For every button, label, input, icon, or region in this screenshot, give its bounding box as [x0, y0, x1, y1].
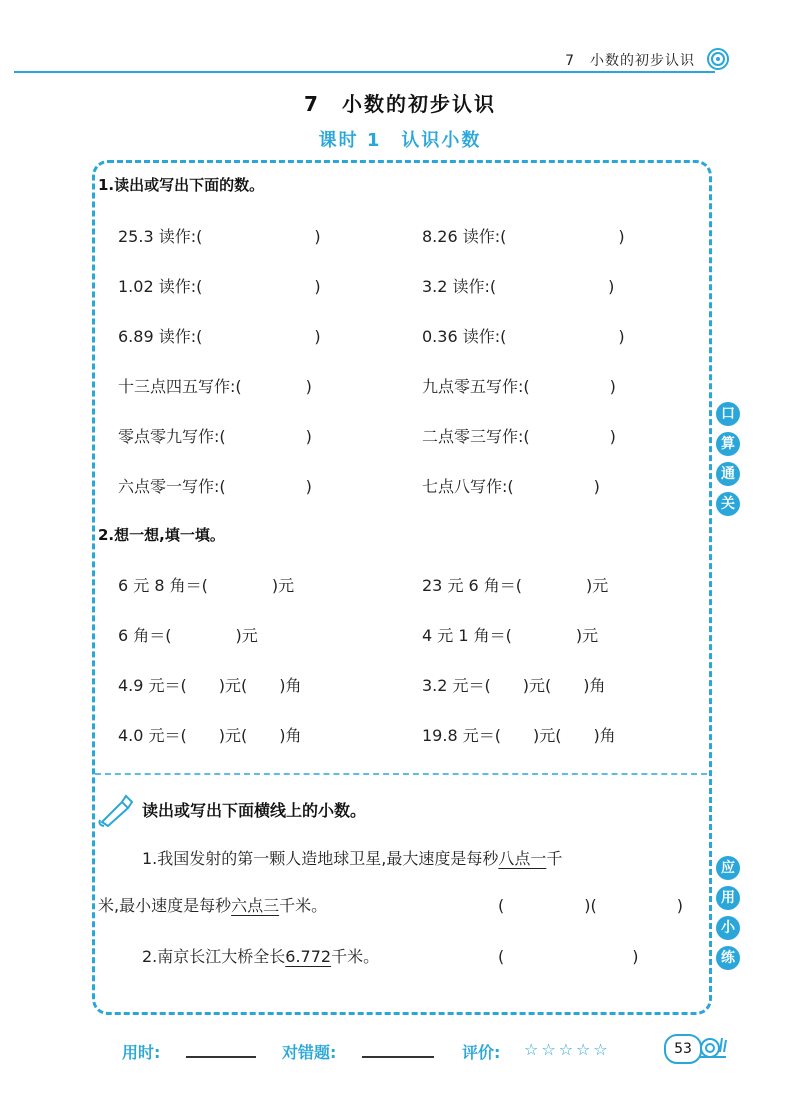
application-heading: 读出或写出下面横线上的小数。: [142, 801, 367, 820]
chapter-header-label: 7 小数的初步认识: [565, 53, 695, 69]
app-p1-line2: 米,最小速度是每秒六点三千米。: [98, 896, 328, 915]
s2-row4-left: 4.0 元＝( )元( )角: [118, 726, 302, 745]
section-separator: [95, 773, 707, 775]
app-p1-underlined-2: 六点三: [231, 896, 280, 915]
s1-row6-left: 六点零一写作:( ): [118, 477, 312, 496]
spiral-icon: [706, 47, 730, 71]
page-title: 7 小数的初步认识: [304, 92, 496, 116]
time-blank: [186, 1056, 256, 1058]
lesson-subtitle: 课时 1 认识小数: [318, 130, 482, 151]
s2-row1-right: 23 元 6 角＝( )元: [422, 576, 609, 595]
side-tab-tong: 通: [716, 462, 740, 486]
errors-blank: [362, 1056, 434, 1058]
section1-heading: 1.读出或写出下面的数。: [98, 176, 265, 194]
app-p1-answer-blanks: ( )( ): [498, 896, 683, 915]
s2-row4-right: 19.8 元＝( )元( )角: [422, 726, 616, 745]
side-tab-yong: 用: [716, 886, 740, 910]
section2-heading: 2.想一想,填一填。: [98, 526, 225, 544]
app-p2-answer-blank: ( ): [498, 947, 639, 966]
s1-row6-right: 七点八写作:( ): [422, 477, 600, 496]
s2-row2-right: 4 元 1 角＝( )元: [422, 626, 599, 645]
s1-row2-right: 3.2 读作:( ): [422, 277, 615, 296]
app-p2-underlined: 6.772: [285, 947, 332, 966]
snail-icon: [696, 1030, 728, 1060]
s1-row4-left: 十三点四五写作:( ): [118, 377, 312, 396]
page-number: 53: [664, 1034, 702, 1064]
s1-row1-right: 8.26 读作:( ): [422, 227, 625, 246]
s2-row3-right: 3.2 元＝( )元( )角: [422, 676, 606, 695]
app-p1-line1: 1.我国发射的第一颗人造地球卫星,最大速度是每秒八点一千: [142, 849, 563, 868]
app-p2-line: 2.南京长江大桥全长6.772千米。: [142, 947, 380, 966]
time-label: 用时:: [122, 1043, 161, 1062]
s1-row4-right: 九点零五写作:( ): [422, 377, 616, 396]
side-tab-lian: 练: [716, 946, 740, 970]
s2-row3-left: 4.9 元＝( )元( )角: [118, 676, 302, 695]
app-p1-underlined-1: 八点一: [498, 849, 547, 868]
rating-stars: ☆☆☆☆☆: [524, 1040, 611, 1059]
pencil-icon: [96, 792, 136, 828]
s1-row1-left: 25.3 读作:( ): [118, 227, 321, 246]
header-divider: [14, 71, 715, 73]
side-tab-xiao: 小: [716, 916, 740, 940]
side-tab-kou: 口: [716, 402, 740, 426]
s2-row1-left: 6 元 8 角＝( )元: [118, 576, 295, 595]
rating-label: 评价:: [462, 1043, 501, 1062]
side-tab-ying: 应: [716, 856, 740, 880]
s1-row3-left: 6.89 读作:( ): [118, 327, 321, 346]
s1-row5-left: 零点零九写作:( ): [118, 427, 312, 446]
s1-row2-left: 1.02 读作:( ): [118, 277, 321, 296]
s1-row3-right: 0.36 读作:( ): [422, 327, 625, 346]
s1-row5-right: 二点零三写作:( ): [422, 427, 616, 446]
errors-label: 对错题:: [282, 1043, 337, 1062]
side-tab-suan: 算: [716, 432, 740, 456]
s2-row2-left: 6 角＝( )元: [118, 626, 258, 645]
side-tab-guan: 关: [716, 492, 740, 516]
